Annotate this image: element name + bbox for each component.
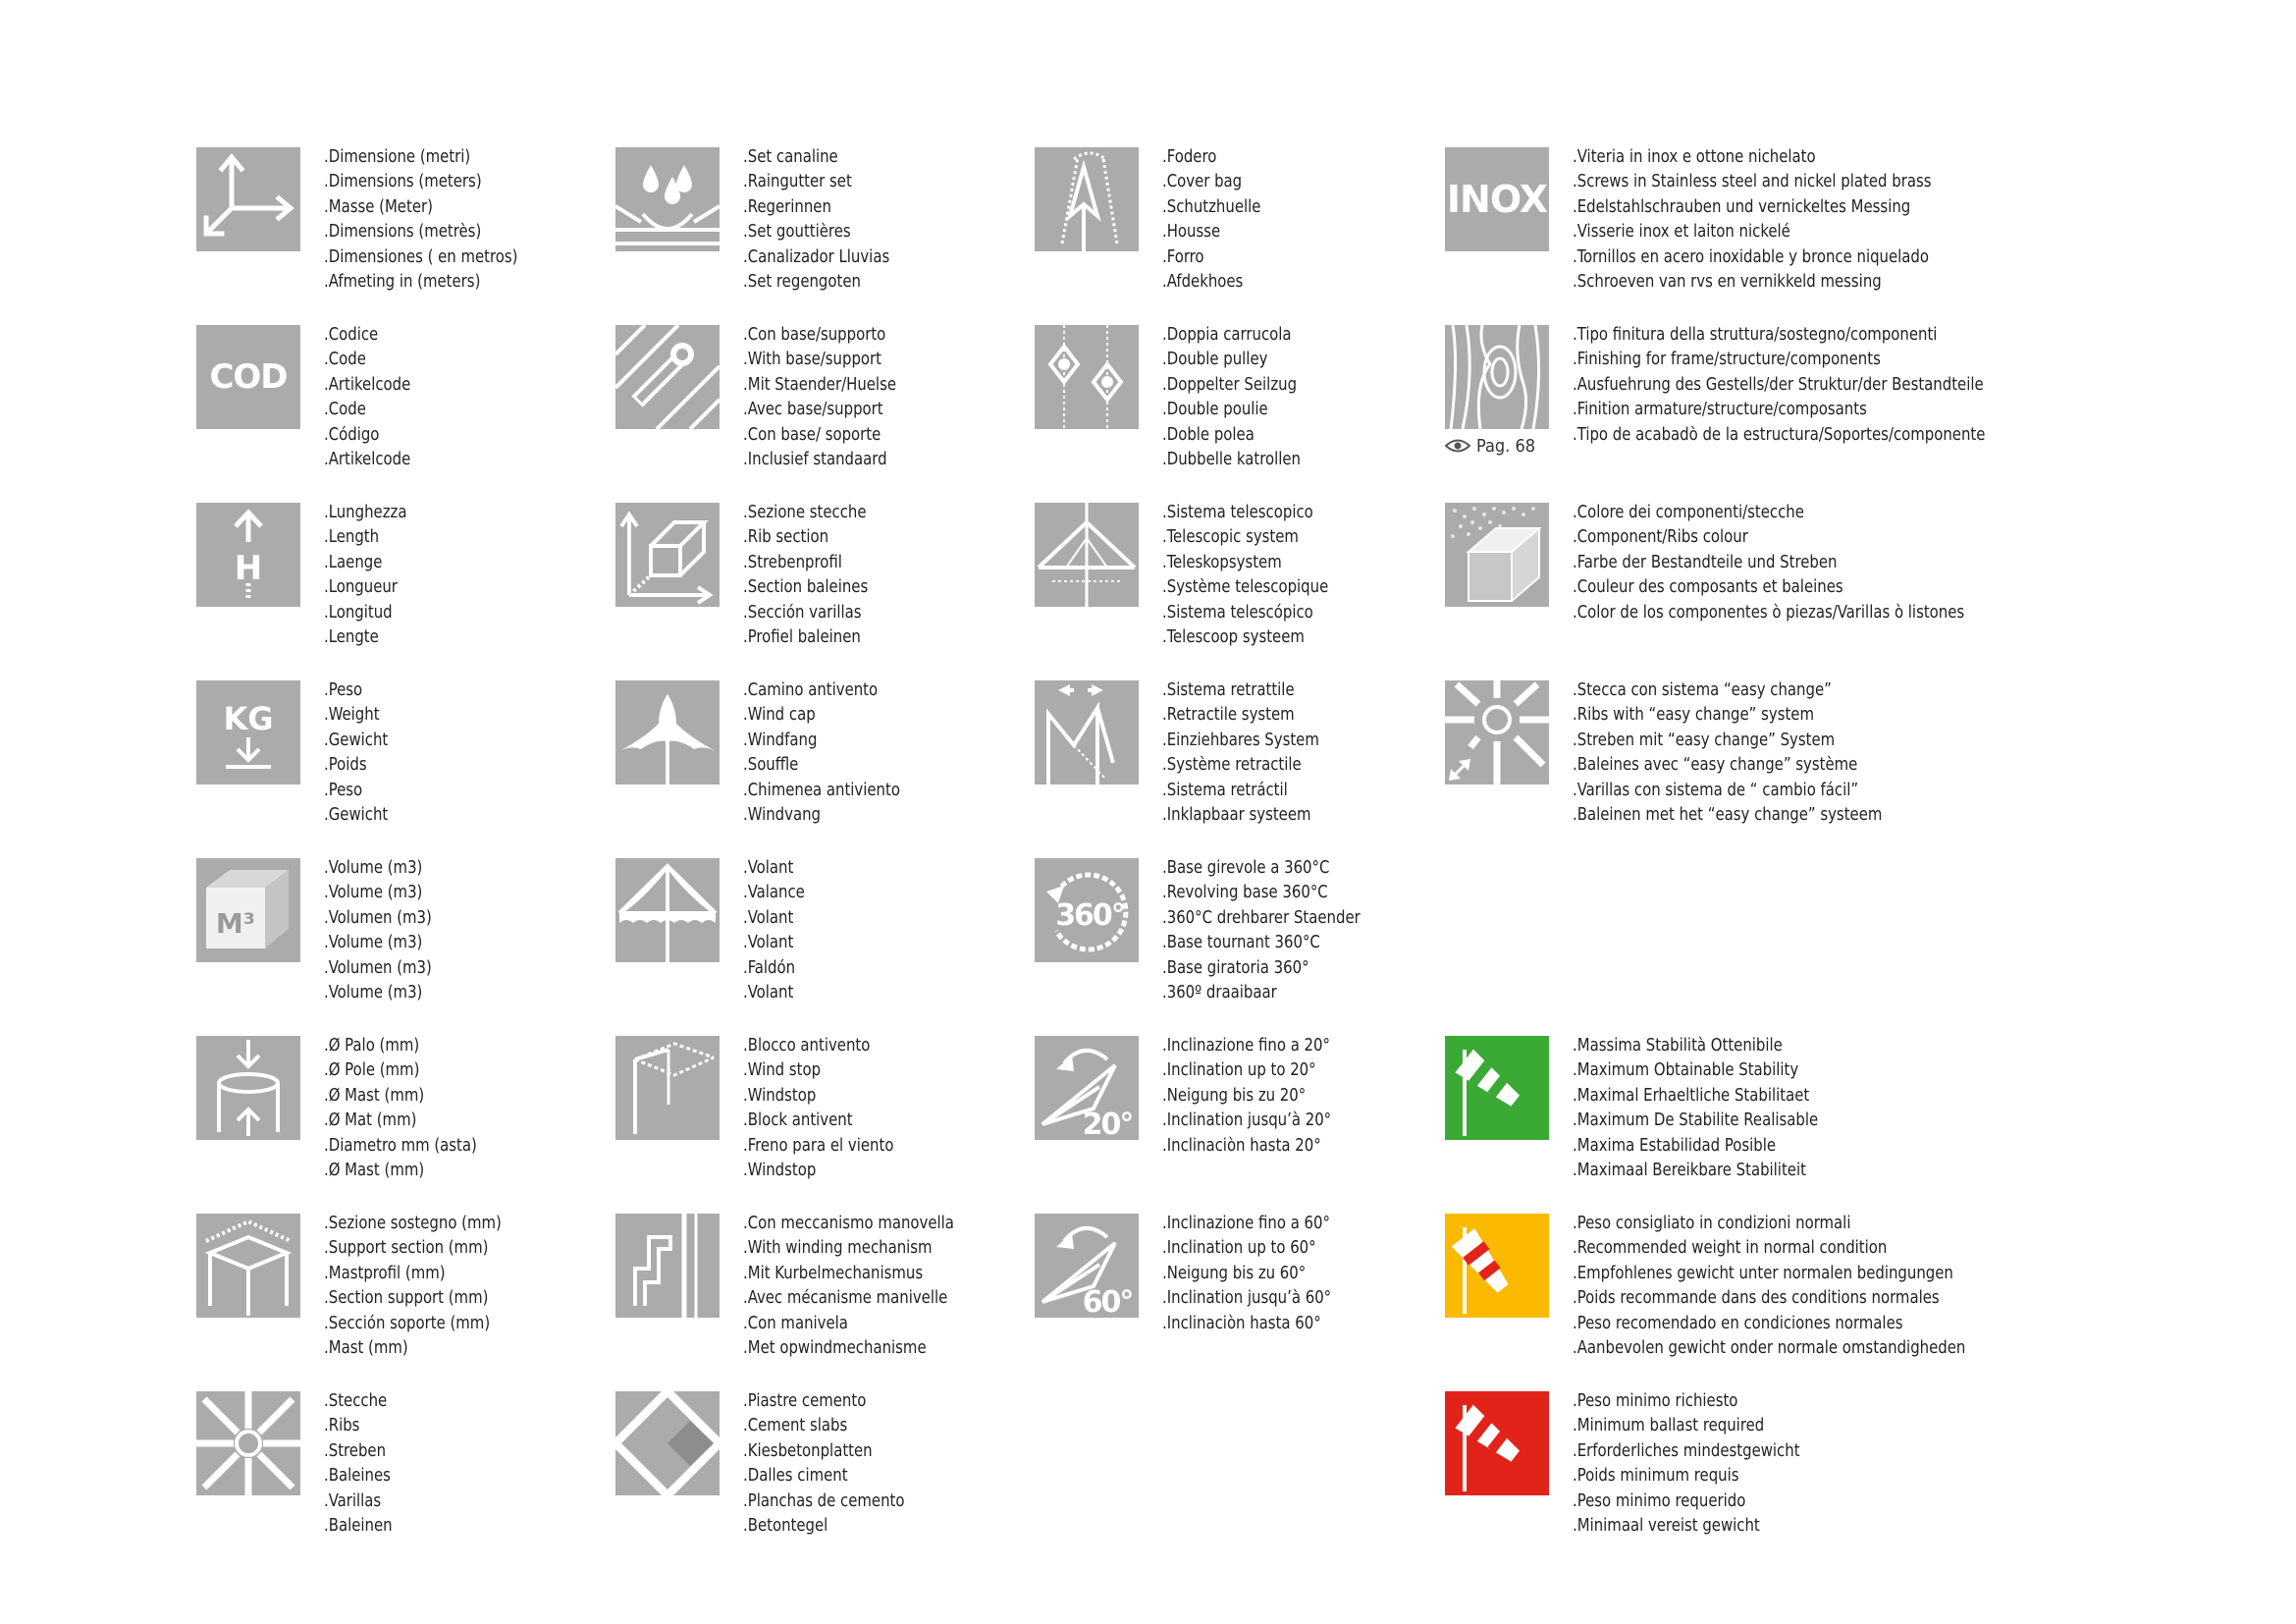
label-line: .Diametro mm (asta) xyxy=(324,1134,477,1156)
label-line: .Double poulie xyxy=(1162,399,1268,420)
label-line: .Ø Pole (mm) xyxy=(324,1059,420,1081)
label-line: .Tornillos en acero inoxidable y bronce niquelado xyxy=(1573,245,1930,267)
label-line: .Windfang xyxy=(743,729,818,750)
label-line: .Doppia carrucola xyxy=(1162,324,1292,345)
svg-text:20°: 20° xyxy=(1082,1108,1133,1140)
label-list xyxy=(324,1388,393,1538)
label-list xyxy=(1573,677,1882,827)
cover-bag-icon xyxy=(1035,147,1139,251)
inclination-20-icon xyxy=(1035,1036,1139,1140)
winding-crank-icon xyxy=(615,1214,720,1318)
label-line: .Colore dei componenti/stecche xyxy=(1573,502,1804,522)
label-line: .Retractile system xyxy=(1162,704,1295,726)
label-line: .Windstop xyxy=(743,1160,817,1181)
label-line: .Peso xyxy=(324,779,363,800)
label-line: .Sezione stecche xyxy=(743,502,867,522)
label-line: .Edelstahlschrauben und vernickeltes Messing xyxy=(1573,195,1911,217)
label-line: .Dimensione (metri) xyxy=(324,146,471,167)
label-line: .Stecca con sistema “easy change” xyxy=(1573,679,1832,700)
height-icon xyxy=(196,503,300,607)
label-line: .Cover bag xyxy=(1162,171,1243,192)
label-line: .Windvang xyxy=(743,804,822,826)
label-line: .Canalizador Lluvias xyxy=(743,245,890,267)
label-line: .Avec mécanisme manivelle xyxy=(743,1287,948,1309)
label-line: .With winding mechanism xyxy=(743,1237,933,1259)
label-line: .Dalles ciment xyxy=(743,1465,848,1487)
kg-weight-icon xyxy=(196,680,300,785)
label-list xyxy=(1162,322,1301,471)
label-line: .Blocco antivento xyxy=(743,1035,871,1056)
label-line: .Valance xyxy=(743,882,805,903)
label-line: .Strebenprofil xyxy=(743,551,842,572)
page-reference-text: Pag. 68 xyxy=(1476,436,1536,457)
label-line: .Erforderliches mindestgewicht xyxy=(1573,1439,1800,1461)
label-line: .Mast (mm) xyxy=(324,1337,408,1359)
label-line: .Massima Stabilità Ottenibile xyxy=(1573,1035,1783,1056)
label-line: .Tipo finitura della struttura/sostegno/componenti xyxy=(1573,324,1938,345)
label-line: .Kiesbetonplatten xyxy=(743,1439,873,1461)
label-line: .Afmeting in (meters) xyxy=(324,271,481,293)
label-line: .Volumen (m3) xyxy=(324,956,432,978)
label-line: .Baleinen xyxy=(324,1515,393,1537)
label-list xyxy=(1162,1211,1331,1335)
label-line: .Sezione sostegno (mm) xyxy=(324,1213,502,1233)
retractile-icon xyxy=(1035,680,1139,785)
label-line: .Housse xyxy=(1162,221,1221,243)
label-line: .Ø Mat (mm) xyxy=(324,1110,417,1131)
label-line: .360°C drehbarer Staender xyxy=(1162,906,1361,928)
label-line: .Volant xyxy=(743,857,794,878)
svg-text:60°: 60° xyxy=(1082,1285,1133,1318)
pole-diameter-icon xyxy=(196,1036,300,1140)
label-line: .Streben xyxy=(324,1439,387,1461)
label-line: .Base giratoria 360° xyxy=(1162,956,1309,978)
label-list xyxy=(743,1033,893,1182)
label-line: .Mit Kurbelmechanismus xyxy=(743,1262,924,1283)
label-line: .Aanbevolen gewicht onder normale omstandigheden xyxy=(1573,1337,1966,1359)
label-line: .Inclination up to 60° xyxy=(1162,1237,1316,1259)
label-line: .Camino antivento xyxy=(743,679,879,700)
label-line: .Maximaal Bereikbare Stabiliteit xyxy=(1573,1160,1806,1181)
label-line: .Regerinnen xyxy=(743,195,831,217)
wind-stop-icon xyxy=(615,1036,720,1140)
label-list xyxy=(1162,500,1328,649)
label-line: .Wind stop xyxy=(743,1059,822,1081)
label-line: .Telescopic system xyxy=(1162,526,1299,548)
label-line: .Volume (m3) xyxy=(324,882,423,903)
label-line: .Inclinaciòn hasta 60° xyxy=(1162,1312,1321,1333)
label-line: .Laenge xyxy=(324,551,383,572)
label-line: .Inclination jusqu’à 20° xyxy=(1162,1110,1332,1131)
label-line: .Neigung bis zu 20° xyxy=(1162,1084,1307,1106)
label-line: .Couleur des composants et baleines xyxy=(1573,576,1843,598)
label-line: .Baleinen met het “easy change” systeem xyxy=(1573,804,1883,826)
label-line: .With base/support xyxy=(743,349,882,370)
label-line: .Inclinaciòn hasta 20° xyxy=(1162,1134,1321,1156)
label-line: .Teleskopsystem xyxy=(1162,551,1282,572)
label-line: .Sistema telescopico xyxy=(1162,502,1313,522)
inclination-60-icon xyxy=(1035,1214,1139,1318)
label-line: .Lunghezza xyxy=(324,502,407,522)
label-line: .Ribs with “easy change” system xyxy=(1573,704,1814,726)
label-line: .Double pulley xyxy=(1162,349,1268,370)
label-line: .Set regengoten xyxy=(743,271,861,293)
label-list xyxy=(1162,677,1319,827)
label-line: .Met opwindmechanisme xyxy=(743,1337,927,1359)
label-line: .Inclination jusqu’à 60° xyxy=(1162,1287,1332,1309)
label-line: .360º draaibaar xyxy=(1162,982,1277,1003)
label-line: .Volumen (m3) xyxy=(324,906,432,928)
label-line: .Inclusief standaard xyxy=(743,449,887,470)
ribs-icon xyxy=(196,1391,300,1495)
label-list xyxy=(743,1211,954,1360)
svg-text:M³: M³ xyxy=(215,907,256,940)
label-list xyxy=(324,1211,502,1360)
svg-text:360°: 360° xyxy=(1055,898,1124,933)
wind-cap-icon xyxy=(615,680,720,785)
label-line: .Poids recommande dans des conditions normales xyxy=(1573,1287,1940,1309)
windsock-green-icon xyxy=(1445,1036,1549,1140)
label-line: .Code xyxy=(324,349,366,370)
label-line: .Con base/supporto xyxy=(743,324,886,345)
label-line: .Con manivela xyxy=(743,1312,848,1333)
label-line: .Sección varillas xyxy=(743,601,862,623)
label-line: .Gewicht xyxy=(324,804,389,826)
telescopic-icon xyxy=(1035,503,1139,607)
label-line: .Sección soporte (mm) xyxy=(324,1312,491,1333)
label-line: .Support section (mm) xyxy=(324,1237,489,1259)
label-list xyxy=(1162,855,1361,1004)
label-list xyxy=(324,322,410,471)
label-line: .Doppelter Seilzug xyxy=(1162,373,1298,395)
label-line: .Inclinazione fino a 20° xyxy=(1162,1035,1330,1056)
colour-beam-icon xyxy=(1445,503,1549,607)
label-line: .Peso recomendado en condiciones normales xyxy=(1573,1312,1903,1333)
label-line: .Tipo de acabadò de la estructura/Soportes/componente xyxy=(1573,423,1986,445)
label-line: .Empfohlenes gewicht unter normalen bedingungen xyxy=(1573,1262,1953,1283)
label-line: .Varillas con sistema de “ cambio fácil” xyxy=(1573,779,1859,800)
svg-text:H: H xyxy=(234,549,263,588)
label-line: .Souffle xyxy=(743,754,799,776)
label-line: .Rib section xyxy=(743,526,829,548)
label-line: .Telescoop systeem xyxy=(1162,626,1305,648)
label-list xyxy=(1573,322,1985,447)
label-line: .Minimum ballast required xyxy=(1573,1415,1765,1436)
label-line: .Ribs xyxy=(324,1415,360,1436)
label-line: .Poids minimum requis xyxy=(1573,1465,1739,1487)
label-list xyxy=(324,677,388,827)
label-line: .Poids xyxy=(324,754,367,776)
cement-slabs-icon xyxy=(615,1391,720,1495)
label-list xyxy=(1573,1211,1965,1360)
label-line: .Fodero xyxy=(1162,146,1217,167)
label-line: .Sistema telescópico xyxy=(1162,601,1313,623)
label-line: .Schroeven van rvs en vernikkeld messing xyxy=(1573,271,1882,293)
label-line: .Maximum De Stabilite Realisable xyxy=(1573,1110,1819,1131)
svg-text:KG: KG xyxy=(223,700,274,737)
label-line: .Volant xyxy=(743,906,794,928)
label-line: .Con meccanismo manovella xyxy=(743,1213,954,1233)
label-line: .Length xyxy=(324,526,380,548)
label-line: .Set gouttières xyxy=(743,221,851,243)
label-line: .Schutzhuelle xyxy=(1162,195,1261,217)
label-list xyxy=(743,322,896,471)
label-line: .Block antivent xyxy=(743,1110,853,1131)
eye-icon xyxy=(1445,437,1470,451)
label-line: .Screws in Stainless steel and nickel plated brass xyxy=(1573,171,1932,192)
label-line: .Volume (m3) xyxy=(324,932,423,953)
base-support-icon xyxy=(615,325,720,429)
label-line: .Código xyxy=(324,423,380,445)
label-line: .Afdekhoes xyxy=(1162,271,1244,293)
label-list xyxy=(743,855,805,1004)
label-line: .Ø Mast (mm) xyxy=(324,1084,425,1106)
label-line: .Volant xyxy=(743,982,794,1003)
label-line: .Piastre cemento xyxy=(743,1390,867,1411)
label-line: .Dimensions (meters) xyxy=(324,171,482,192)
dimensions-axes-icon xyxy=(196,147,300,251)
label-line: .Inclination up to 20° xyxy=(1162,1059,1316,1081)
label-list xyxy=(743,677,900,827)
cod-icon: COD xyxy=(196,325,300,429)
label-line: .Mastprofil (mm) xyxy=(324,1262,446,1283)
wood-grain-icon xyxy=(1445,325,1549,429)
windsock-red-icon xyxy=(1445,1391,1549,1495)
label-list xyxy=(1573,1388,1800,1538)
label-line: .Maximum Obtainable Stability xyxy=(1573,1059,1799,1081)
label-line: .Ø Mast (mm) xyxy=(324,1160,425,1181)
label-line: .Planchas de cemento xyxy=(743,1489,905,1511)
label-line: .Maxima Estabilidad Posible xyxy=(1573,1134,1777,1156)
label-line: .Volant xyxy=(743,932,794,953)
label-line: .Chimenea antiviento xyxy=(743,779,900,800)
label-list xyxy=(324,1033,477,1182)
label-line: .Betontegel xyxy=(743,1515,828,1537)
label-line: .Neigung bis zu 60° xyxy=(1162,1262,1307,1283)
label-line: .Profiel baleinen xyxy=(743,626,861,648)
label-line: .Longueur xyxy=(324,576,398,598)
label-line: .Dimensiones ( en metros) xyxy=(324,245,518,267)
label-line: .Component/Ribs colour xyxy=(1573,526,1748,548)
raingutter-icon xyxy=(615,147,720,251)
label-line: .Section baleines xyxy=(743,576,869,598)
label-line: .Faldón xyxy=(743,956,796,978)
label-line: .Sistema retrattile xyxy=(1162,679,1295,700)
label-line: .Artikelcode xyxy=(324,373,411,395)
rib-section-icon xyxy=(615,503,720,607)
label-line: .Base tournant 360°C xyxy=(1162,932,1320,953)
label-list xyxy=(1162,1033,1331,1158)
label-list xyxy=(1162,144,1260,294)
label-line: .Système telescopique xyxy=(1162,576,1329,598)
valance-icon xyxy=(615,858,720,962)
double-pulley-icon xyxy=(1035,325,1139,429)
label-line: .Dimensions (metrès) xyxy=(324,221,482,243)
label-list xyxy=(1573,500,1964,624)
label-line: .Lengte xyxy=(324,626,379,648)
label-line: .Set canaline xyxy=(743,146,838,167)
label-line: .Peso xyxy=(324,679,363,700)
label-line: .Color de los componentes ò piezas/Varillas ò listones xyxy=(1573,601,1965,623)
label-line: .Raingutter set xyxy=(743,171,852,192)
label-line: .Inclinazione fino a 60° xyxy=(1162,1213,1330,1233)
label-line: .Minimaal vereist gewicht xyxy=(1573,1515,1760,1537)
label-line: .Codice xyxy=(324,324,379,345)
label-line: .Artikelcode xyxy=(324,449,411,470)
label-line: .Streben mit “easy change” System xyxy=(1573,729,1836,750)
label-line: .Volume (m3) xyxy=(324,857,423,878)
label-line: .Revolving base 360°C xyxy=(1162,882,1328,903)
label-line: .Section support (mm) xyxy=(324,1287,489,1309)
inox-icon: INOX xyxy=(1445,147,1549,251)
label-line: .Code xyxy=(324,399,366,420)
label-line: .Peso minimo richiesto xyxy=(1573,1390,1738,1411)
label-line: .Dubbelle katrollen xyxy=(1162,449,1301,470)
label-line: .Ø Palo (mm) xyxy=(324,1035,420,1056)
label-line: .Longitud xyxy=(324,601,393,623)
label-line: .Recommended weight in normal condition xyxy=(1573,1237,1888,1259)
label-line: .Sistema retráctil xyxy=(1162,779,1288,800)
label-line: .Peso consigliato in condizioni normali xyxy=(1573,1213,1851,1233)
volume-cube-icon xyxy=(196,858,300,962)
label-line: .Visserie inox et laiton nickelé xyxy=(1573,221,1790,243)
label-line: .Inklapbaar systeem xyxy=(1162,804,1311,826)
label-line: .Finishing for frame/structure/components xyxy=(1573,349,1881,370)
label-line: .Baleines avec “easy change” système xyxy=(1573,754,1858,776)
label-list xyxy=(743,144,889,294)
label-line: .Mit Staender/Huelse xyxy=(743,373,897,395)
label-line: .Masse (Meter) xyxy=(324,195,433,217)
label-line: .Finition armature/structure/composants xyxy=(1573,399,1867,420)
label-list xyxy=(1573,144,1931,294)
label-line: .Peso minimo requerido xyxy=(1573,1489,1746,1511)
label-list xyxy=(324,500,406,649)
label-line: .Doble polea xyxy=(1162,423,1255,445)
label-line: .Farbe der Bestandteile und Streben xyxy=(1573,551,1838,572)
label-line: .Wind cap xyxy=(743,704,816,726)
label-line: .Windstop xyxy=(743,1084,817,1106)
label-line: .Maximal Erhaeltliche Stabilitaet xyxy=(1573,1084,1810,1106)
windsock-amber-icon xyxy=(1445,1214,1549,1318)
label-line: .Volume (m3) xyxy=(324,982,423,1003)
label-line: .Système retractile xyxy=(1162,754,1302,776)
label-line: .Base girevole a 360°C xyxy=(1162,857,1330,878)
label-line: .Forro xyxy=(1162,245,1204,267)
rotate-360-icon xyxy=(1035,858,1139,962)
label-line: .Cement slabs xyxy=(743,1415,848,1436)
label-list xyxy=(324,144,517,294)
label-line: .Avec base/support xyxy=(743,399,883,420)
label-line: .Stecche xyxy=(324,1390,388,1411)
support-section-icon xyxy=(196,1214,300,1318)
label-list xyxy=(743,1388,904,1538)
label-line: .Baleines xyxy=(324,1465,391,1487)
label-list xyxy=(743,500,868,649)
label-line: .Viteria in inox e ottone nichelato xyxy=(1573,146,1816,167)
label-list xyxy=(324,855,432,1004)
label-line: .Weight xyxy=(324,704,380,726)
label-list xyxy=(1573,1033,1818,1182)
label-line: .Ausfuehrung des Gestells/der Struktur/der Bestandteile xyxy=(1573,373,1984,395)
easy-change-icon xyxy=(1445,680,1549,785)
label-line: .Gewicht xyxy=(324,729,389,750)
label-line: .Freno para el viento xyxy=(743,1134,894,1156)
label-line: .Con base/ soporte xyxy=(743,423,881,445)
page-reference xyxy=(1445,436,1535,457)
label-line: .Einziehbares System xyxy=(1162,729,1319,750)
label-line: .Varillas xyxy=(324,1489,382,1511)
